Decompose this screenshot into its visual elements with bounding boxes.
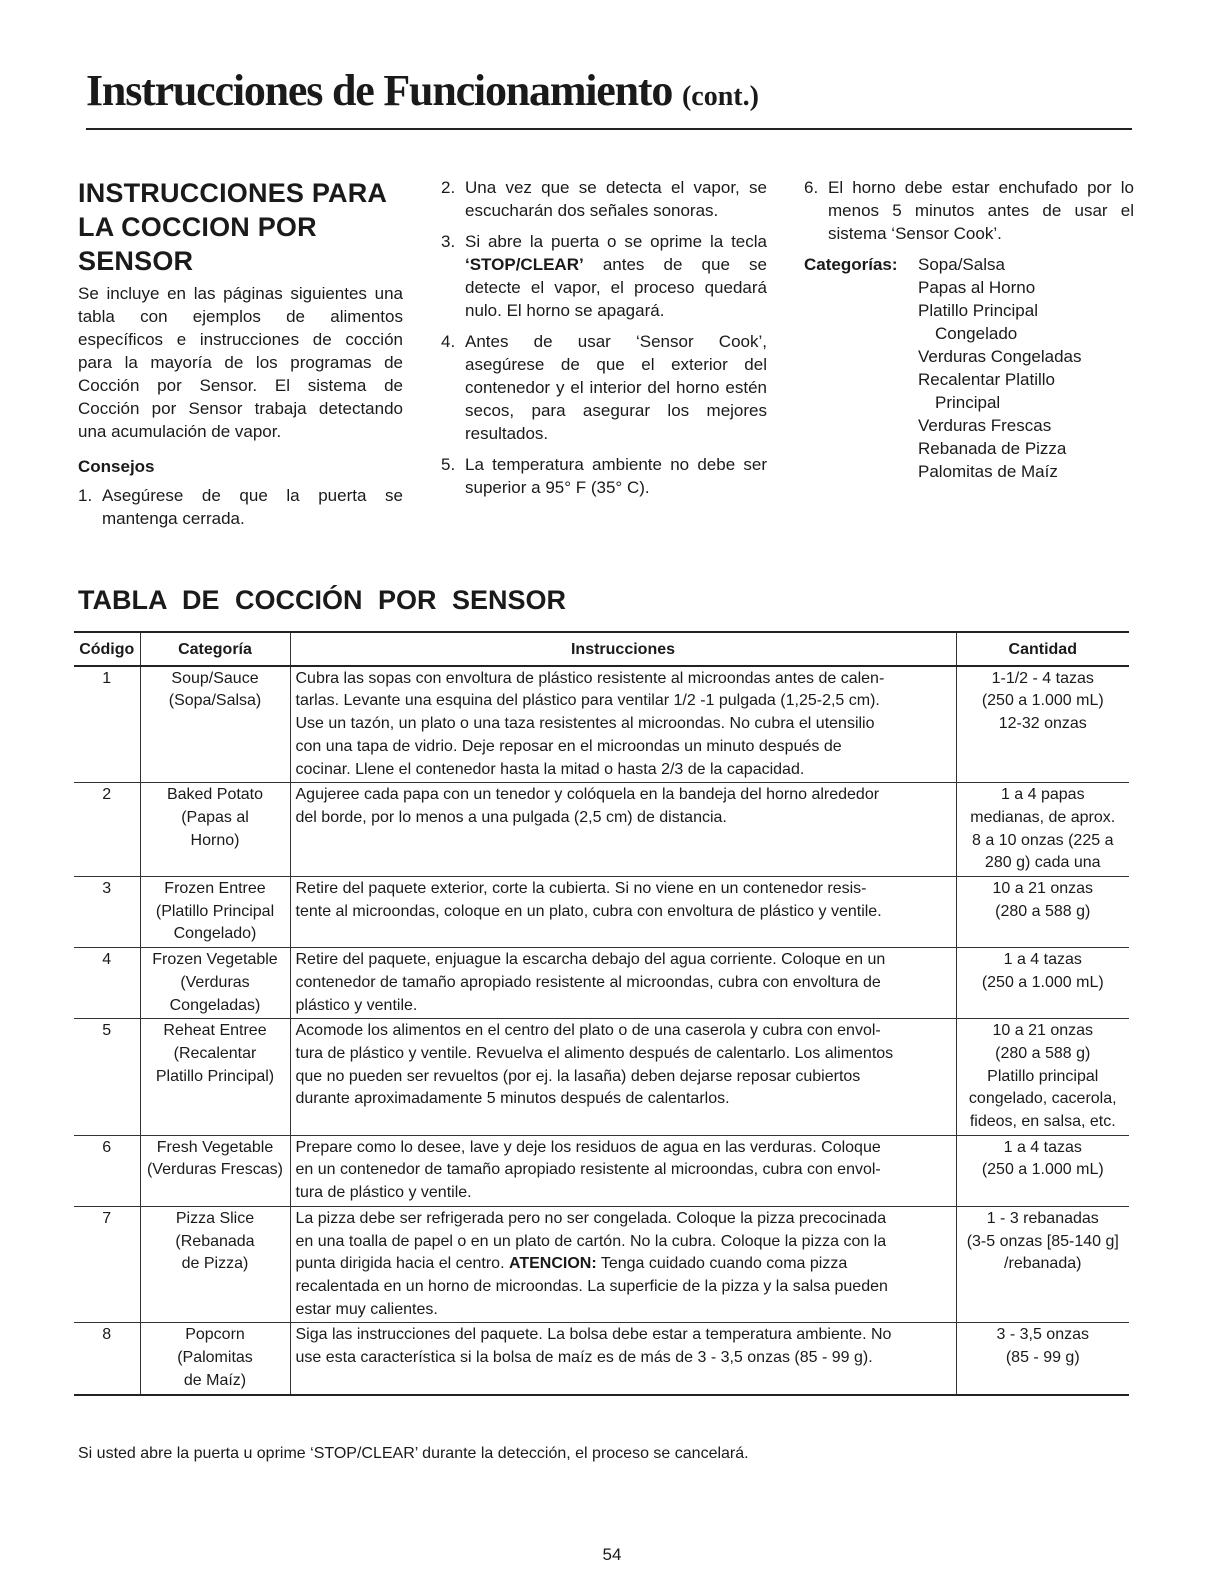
category-line: (Verduras	[180, 973, 250, 991]
table-row	[74, 877, 1129, 948]
tip-number: 3.	[441, 232, 456, 251]
quantity-line: (280 a 588 g)	[995, 902, 1091, 920]
tip-text: Una vez que se detecta el vapor, se escucharán dos señales sonoras.	[465, 178, 767, 220]
cell-instructions	[290, 1019, 956, 1136]
instruction-line: tura de plástico y ventile.	[295, 1184, 472, 1202]
instruction-line: Prepare como lo desee, lave y deje los residuos de agua en las verduras. Coloque	[295, 1138, 881, 1156]
cell-quantity	[956, 948, 1129, 1019]
table-row	[74, 1019, 1129, 1136]
tip-item	[78, 484, 403, 530]
instruction-line: tura de plástico y ventile. Revuelva el alimento después de calentarlo. Los alimentos	[295, 1044, 894, 1062]
quantity-line: 3 - 3,5 onzas	[996, 1326, 1089, 1344]
category-line: Pizza Slice	[175, 1209, 255, 1227]
page-title	[86, 62, 1132, 130]
category-name: Platillo Principal	[918, 301, 1038, 320]
tip-text: Asegúrese de que la puerta se mantenga cerrada.	[102, 486, 403, 528]
instruction-line: del borde, por lo menos a una pulgada (2,5 cm) de distancia.	[295, 808, 727, 826]
category-name-continued: Principal	[935, 393, 1001, 412]
instruction-line: con una tapa de vidrio. Deje reposar en el microondas un minuto después de	[295, 737, 842, 755]
table-row	[74, 666, 1129, 783]
footnote: Si usted abre la puerta u oprime ‘STOP/CLEAR’ durante la detección, el proceso se cancelará.	[78, 1445, 749, 1462]
category-line: Baked Potato	[166, 786, 264, 804]
section-heading	[78, 176, 403, 278]
quantity-line: 8 a 10 onzas (225 a	[972, 831, 1114, 849]
category-line: de Maíz)	[183, 1371, 247, 1389]
quantity-line: 280 g) cada una	[984, 854, 1101, 872]
cell-instructions	[290, 783, 956, 877]
cell-category	[140, 666, 290, 783]
tip-item	[441, 453, 767, 499]
quantity-line: 10 a 21 onzas	[992, 880, 1094, 898]
category-line: (Recalentar	[173, 1044, 257, 1062]
category-name: Rebanada de Pizza	[918, 439, 1067, 458]
cell-code: 2	[74, 783, 140, 877]
intro-column-2	[441, 176, 767, 507]
quantity-line: Platillo principal	[987, 1067, 1099, 1085]
instruction-line: Tenga cuidado cuando coma pizza	[596, 1255, 848, 1273]
instruction-line: recalentada en un horno de microondas. La superficie de la pizza y la salsa pueden	[295, 1277, 888, 1295]
category-line: Popcorn	[185, 1326, 245, 1344]
instruction-line: Siga las instrucciones del paquete. La bolsa debe estar a temperatura ambiente. No	[295, 1326, 892, 1344]
section-heading-line: SENSOR	[78, 246, 194, 276]
instruction-line: Acomode los alimentos en el centro del plato o de una caserola y cubra con envol-	[295, 1022, 881, 1040]
cell-quantity	[956, 1323, 1129, 1395]
tip-number: 2.	[441, 178, 456, 197]
category-name: Verduras Frescas	[918, 416, 1052, 435]
tip-number: 4.	[441, 332, 456, 351]
intro-column-3	[804, 176, 1134, 483]
tips-list	[78, 484, 403, 530]
table-row	[74, 1323, 1129, 1395]
quantity-line: 1 - 3 rebanadas	[986, 1209, 1099, 1227]
sensor-cooking-table	[74, 631, 1129, 1396]
cell-quantity	[956, 1206, 1129, 1323]
instruction-line: use esta característica si la bolsa de maíz es de más de 3 - 3,5 onzas (85 - 99 g).	[295, 1349, 873, 1367]
stop-clear-key-label: ‘STOP/CLEAR’	[465, 255, 584, 274]
category-line: Frozen Vegetable	[152, 951, 278, 969]
category-name: Sopa/Salsa	[918, 255, 1005, 274]
table-row	[74, 1206, 1129, 1323]
header-category: Categoría	[140, 632, 290, 666]
quantity-line: (250 a 1.000 mL)	[981, 1161, 1104, 1179]
cell-instructions	[290, 1135, 956, 1206]
cell-code: 6	[74, 1135, 140, 1206]
quantity-line: (85 - 99 g)	[1005, 1349, 1080, 1367]
category-name: Papas al Horno	[918, 278, 1036, 297]
table-title: TABLA DE COCCIÓN POR SENSOR	[78, 585, 567, 615]
quantity-line: 10 a 21 onzas	[992, 1022, 1094, 1040]
quantity-line: (280 a 588 g)	[995, 1044, 1091, 1062]
cell-instructions	[290, 877, 956, 948]
category-line: de Pizza)	[181, 1255, 249, 1273]
instruction-line: tente al microondas, coloque en un plato, cubra con envoltura de plástico y ventile.	[295, 902, 882, 920]
cell-code: 5	[74, 1019, 140, 1136]
cell-code: 1	[74, 666, 140, 783]
intro-paragraph: Se incluye en las páginas siguientes una tabla con ejemplos de alimentos específicos e instrucciones de cocción para la mayoría de los programas de Cocción por Sensor. El sistema de Cocción por Sensor trabaja detectando una acumulación de vapor.	[78, 284, 403, 441]
quantity-line: (3-5 onzas [85-140 g]	[966, 1232, 1119, 1250]
category-line: Platillo Principal)	[155, 1067, 275, 1085]
cell-category	[140, 1135, 290, 1206]
instruction-line: Use un tazón, un plato o una taza resistentes al microondas. No cubra el utensilio	[295, 715, 875, 733]
page-title-text: Instrucciones de Funcionamiento	[86, 66, 673, 115]
categories-block	[804, 253, 1134, 483]
quantity-line: 1 a 4 papas	[1000, 786, 1085, 804]
cell-quantity	[956, 1135, 1129, 1206]
category-line: Congelado)	[173, 925, 257, 943]
table-header-row	[74, 632, 1129, 666]
category-line: Horno)	[190, 831, 240, 849]
cell-code: 7	[74, 1206, 140, 1323]
tips-heading: Consejos	[78, 457, 155, 476]
cell-instructions	[290, 1323, 956, 1395]
category-item	[918, 437, 1082, 460]
tip-number: 6.	[804, 178, 819, 197]
instruction-line: contenedor de tamaño apropiado resistente al microondas, cubra con envoltura de	[295, 973, 881, 991]
tip-number: 5.	[441, 455, 456, 474]
cell-quantity	[956, 1019, 1129, 1136]
categories-list	[918, 253, 1082, 483]
category-name: Verduras Congeladas	[918, 347, 1082, 366]
category-name: Recalentar Platillo	[918, 370, 1056, 389]
intro-column-1	[78, 176, 403, 538]
category-name: Palomitas de Maíz	[918, 462, 1058, 481]
warning-label: ATENCION:	[508, 1255, 597, 1273]
cell-category	[140, 877, 290, 948]
instruction-line: Agujeree cada papa con un tenedor y colóquela en la bandeja del horno alrededor	[295, 786, 880, 804]
category-line: Congeladas)	[169, 996, 261, 1014]
cell-instructions	[290, 1206, 956, 1323]
category-item	[918, 276, 1082, 299]
instruction-line: en un contenedor de tamaño apropiado resistente al microondas, cubra con envol-	[295, 1161, 881, 1179]
quantity-line: /rebanada)	[1004, 1255, 1082, 1273]
categories-label: Categorías:	[804, 255, 898, 274]
instruction-line: que no pueden ser revueltos (por ej. la lasaña) deben dejarse reposar cubiertos	[295, 1067, 861, 1085]
cell-category	[140, 1206, 290, 1323]
instruction-line: La pizza debe ser refrigerada pero no ser congelada. Coloque la pizza precocinada	[295, 1209, 887, 1227]
cell-category	[140, 948, 290, 1019]
cell-instructions	[290, 666, 956, 783]
section-heading-line: LA COCCION POR	[78, 212, 317, 242]
instruction-line: punta dirigida hacia el centro.	[295, 1255, 509, 1273]
category-line: (Palomitas	[177, 1349, 253, 1367]
quantity-line: fideos, en salsa, etc.	[969, 1113, 1116, 1131]
quantity-line: 1 a 4 tazas	[1003, 1138, 1082, 1156]
quantity-line: 1 a 4 tazas	[1003, 951, 1082, 969]
section-heading-line: INSTRUCCIONES PARA	[78, 178, 388, 208]
category-line: Reheat Entree	[163, 1022, 267, 1040]
page-number: 54	[602, 1545, 622, 1564]
cell-code: 8	[74, 1323, 140, 1395]
quantity-line: 1-1/2 - 4 tazas	[991, 669, 1094, 687]
cell-quantity	[956, 783, 1129, 877]
tip-number: 1.	[78, 486, 93, 505]
tip-text: El horno debe estar enchufado por lo menos 5 minutos antes de usar el sistema ‘Sensor Cook’.	[828, 178, 1134, 243]
table-row	[74, 783, 1129, 877]
quantity-line: medianas, de aprox.	[970, 808, 1116, 826]
cell-category	[140, 1323, 290, 1395]
tip-text: Antes de usar ‘Sensor Cook’, asegúrese de que el exterior del contenedor y el interior del horno estén secos, para asegurar los mejores resultados.	[465, 332, 767, 443]
tips-list-continued	[441, 176, 767, 499]
tip-item	[441, 330, 767, 445]
category-line: (Sopa/Salsa)	[168, 692, 262, 710]
category-line: (Verduras Frescas)	[146, 1161, 284, 1179]
page-title-suffix: (cont.)	[681, 81, 759, 112]
table-body	[74, 666, 1129, 1395]
tip-item	[804, 176, 1134, 245]
category-item	[918, 460, 1082, 483]
category-item	[918, 368, 1082, 414]
instruction-line: estar muy calientes.	[295, 1300, 438, 1318]
category-name-continued: Congelado	[935, 324, 1018, 343]
instruction-line: durante aproximadamente 5 minutos después de calentarlos.	[295, 1090, 730, 1108]
instruction-line: plástico y ventile.	[295, 996, 418, 1014]
instruction-line: Retire del paquete, enjuague la escarcha debajo del agua corriente. Coloque en un	[295, 951, 886, 969]
instruction-line: cocinar. Llene el contenedor hasta la mitad o hasta 2/3 de la capacidad.	[295, 760, 805, 778]
cell-quantity	[956, 666, 1129, 783]
table-row	[74, 948, 1129, 1019]
cell-code: 4	[74, 948, 140, 1019]
header-code: Código	[74, 632, 140, 666]
category-line: (Platillo Principal	[155, 902, 275, 920]
category-item	[918, 414, 1082, 437]
category-line: Soup/Sauce	[171, 669, 259, 687]
quantity-line: (250 a 1.000 mL)	[981, 692, 1104, 710]
tip-item	[441, 176, 767, 222]
instruction-line: Retire del paquete exterior, corte la cubierta. Si no viene en un contenedor resis-	[295, 880, 867, 898]
quantity-line: congelado, cacerola,	[968, 1090, 1117, 1108]
category-line: (Papas al	[181, 808, 249, 826]
cell-category	[140, 783, 290, 877]
instruction-line: tarlas. Levante una esquina del plástico para ventilar 1/2 -1 pulgada (1,25-2,5 cm).	[295, 692, 880, 710]
cell-code: 3	[74, 877, 140, 948]
tip-text: antes de que se detecte el vapor, el proceso quedará nulo. El horno se apagará.	[465, 255, 767, 320]
tips-list-continued	[804, 176, 1134, 245]
header-instructions: Instrucciones	[290, 632, 956, 666]
cell-instructions	[290, 948, 956, 1019]
instruction-line: en una toalla de papel o en un plato de cartón. No la cubra. Coloque la pizza con la	[295, 1232, 887, 1250]
category-item	[918, 299, 1082, 345]
table-row	[74, 1135, 1129, 1206]
category-item	[918, 345, 1082, 368]
tip-text: Si abre la puerta o se oprime la tecla	[465, 232, 767, 251]
category-item	[918, 253, 1082, 276]
quantity-line: (250 a 1.000 mL)	[981, 973, 1104, 991]
category-line: (Rebanada	[175, 1232, 255, 1250]
category-line: Fresh Vegetable	[156, 1138, 274, 1156]
cell-quantity	[956, 877, 1129, 948]
header-quantity: Cantidad	[956, 632, 1129, 666]
cell-category	[140, 1019, 290, 1136]
tip-item	[441, 230, 767, 322]
tip-text: La temperatura ambiente no debe ser superior a 95° F (35° C).	[465, 455, 767, 497]
quantity-line: 12-32 onzas	[998, 715, 1087, 733]
category-line: Frozen Entree	[164, 880, 266, 898]
instruction-line: Cubra las sopas con envoltura de plástico resistente al microondas antes de calen-	[295, 669, 885, 687]
